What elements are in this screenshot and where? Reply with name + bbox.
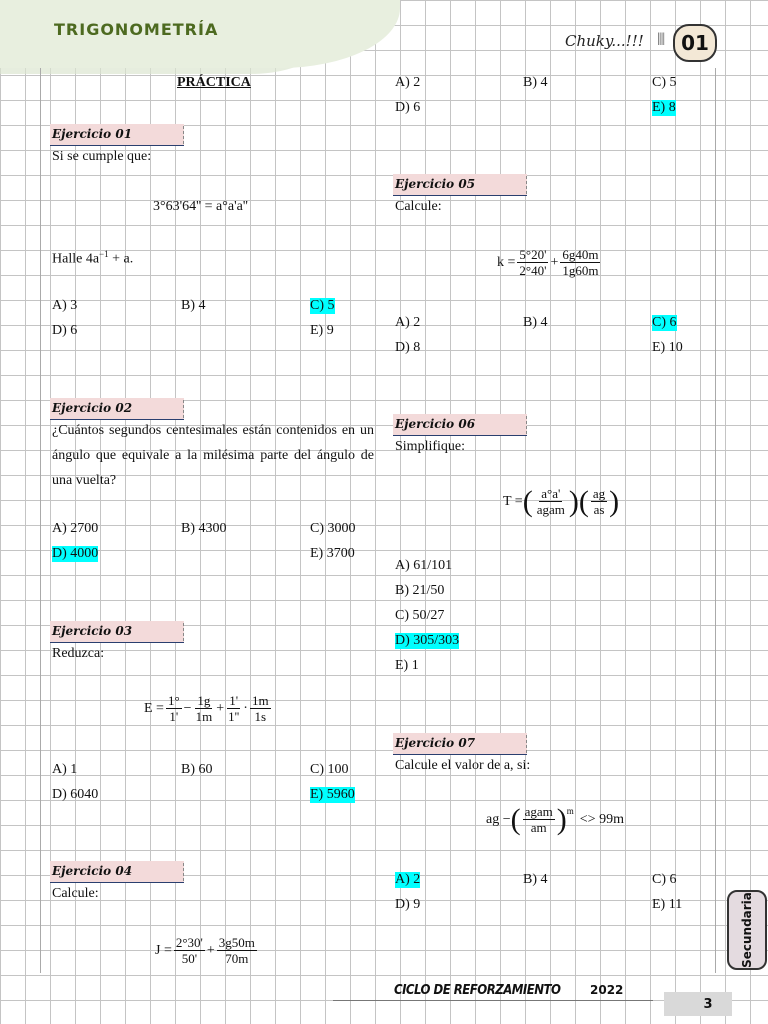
exercise-02-option-c[interactable]: C) 3000 (310, 521, 356, 536)
exercise-03-option-b[interactable]: B) 60 (181, 762, 213, 777)
exercise-05-formula: k = $\frac{5^\circ 20'}{2^\circ 40'}$ + $\frac{6g40m}{1g60m}$ (497, 247, 599, 278)
bars-decoration: |||| (657, 31, 665, 46)
exercise-02-option-e[interactable]: E) 3700 (310, 546, 355, 561)
exercise-07-formula: ag − ( $\frac{\text{agam}}{am}$ ) $^m$ <> 99m (486, 802, 624, 836)
exercise-02-heading: Ejercicio 02 (50, 398, 184, 420)
worksheet-number-badge: 01 (673, 24, 717, 62)
exercise-04-option-b[interactable]: B) 4 (523, 75, 548, 90)
exercise-06-option-a[interactable]: A) 61/101 (395, 558, 453, 573)
exercise-07-option-e[interactable]: E) 11 (652, 897, 683, 912)
course-title: TRIGONOMETRÍA (54, 20, 219, 39)
level-label: Secundaria (740, 892, 755, 968)
footer-year: 2022 (590, 983, 624, 997)
page-frame (40, 68, 716, 973)
exercise-01-question: Halle $4a^{-1} + a$. (52, 249, 134, 267)
exercise-03-heading: Ejercicio 03 (50, 621, 184, 643)
exercise-01-option-e[interactable]: E) 9 (310, 323, 334, 338)
exercise-02-question: ¿Cuántos segundos centesimales están contenidos en un ángulo que equivale a la milésima parte del ángulo de una vuelta? (52, 423, 374, 488)
exercise-07-heading: Ejercicio 07 (393, 733, 527, 755)
exercise-03-formula: E = $\frac{1^\circ}{1'}$ − $\frac{1g}{1m}$ + $\frac{1'}{1''}$ · $\frac{1m}{1s}$ (144, 693, 269, 724)
exercise-02-option-a[interactable]: A) 2700 (52, 521, 99, 536)
exercise-04-formula: J = $\frac{2^\circ 30'}{50'}$ + $\frac{3g50m}{70m}$ (155, 935, 255, 966)
exercise-04-heading: Ejercicio 04 (50, 861, 184, 883)
exercise-04-option-e-answer[interactable]: E) 8 (652, 100, 676, 115)
exercise-05-intro: Calcule: (395, 199, 442, 214)
exercise-01-equation: 3°63'64'' = a°a'a'' (153, 199, 248, 214)
exercise-05-option-d[interactable]: D) 8 (395, 340, 421, 355)
exercise-07-intro: Calcule el valor de a, si: (395, 758, 531, 773)
exercise-07-option-c[interactable]: C) 6 (652, 872, 677, 887)
exercise-01-intro: Si se cumple que: (52, 149, 152, 164)
exercise-04-option-a[interactable]: A) 2 (395, 75, 421, 90)
exercise-04-option-d[interactable]: D) 6 (395, 100, 421, 115)
exercise-07-option-d[interactable]: D) 9 (395, 897, 421, 912)
exercise-01-option-a[interactable]: A) 3 (52, 298, 78, 313)
exercise-07-option-b[interactable]: B) 4 (523, 872, 548, 887)
exercise-06-option-d-answer[interactable]: D) 305/303 (395, 633, 460, 648)
exercise-06-intro: Simplifique: (395, 439, 465, 454)
exercise-03-option-c[interactable]: C) 100 (310, 762, 349, 777)
exercise-01-option-d[interactable]: D) 6 (52, 323, 78, 338)
exercise-06-option-e[interactable]: E) 1 (395, 658, 419, 673)
exercise-03-option-a[interactable]: A) 1 (52, 762, 78, 777)
exercise-01-option-c-answer[interactable]: C) 5 (310, 298, 335, 313)
exercise-05-option-a[interactable]: A) 2 (395, 315, 421, 330)
exercise-07-option-a-answer[interactable]: A) 2 (395, 872, 421, 887)
page-number: 3 (664, 992, 732, 1016)
exercise-03-option-e-answer[interactable]: E) 5960 (310, 787, 355, 802)
exercise-05-option-c-answer[interactable]: C) 6 (652, 315, 677, 330)
exercise-06-option-c[interactable]: C) 50/27 (395, 608, 445, 623)
level-side-tab (727, 890, 767, 970)
exercise-06-heading: Ejercicio 06 (393, 414, 527, 436)
exercise-06-option-b[interactable]: B) 21/50 (395, 583, 445, 598)
footer-divider (333, 1000, 653, 1001)
exercise-05-option-b[interactable]: B) 4 (523, 315, 548, 330)
exercise-01-heading: Ejercicio 01 (50, 124, 184, 146)
section-title: PRÁCTICA (177, 75, 251, 90)
exercise-03-intro: Reduzca: (52, 646, 105, 661)
footer-cycle-label: CICLO DE REFORZAMIENTO (394, 983, 561, 998)
exercise-06-formula: T = ( $\frac{a^\circ a'}{\text{agam}}$ ) ( $\frac{ag}{as}$ ) (503, 484, 620, 518)
exercise-04-intro: Calcule: (52, 886, 99, 901)
exercise-03-option-d[interactable]: D) 6040 (52, 787, 99, 802)
exercise-05-heading: Ejercicio 05 (393, 174, 527, 196)
exercise-02-option-b[interactable]: B) 4300 (181, 521, 227, 536)
exercise-04-option-c[interactable]: C) 5 (652, 75, 677, 90)
exercise-05-option-e[interactable]: E) 10 (652, 340, 683, 355)
author-signature: Chuky...!!! (565, 32, 644, 50)
exercise-01-option-b[interactable]: B) 4 (181, 298, 206, 313)
exercise-02-option-d-answer[interactable]: D) 4000 (52, 546, 99, 561)
